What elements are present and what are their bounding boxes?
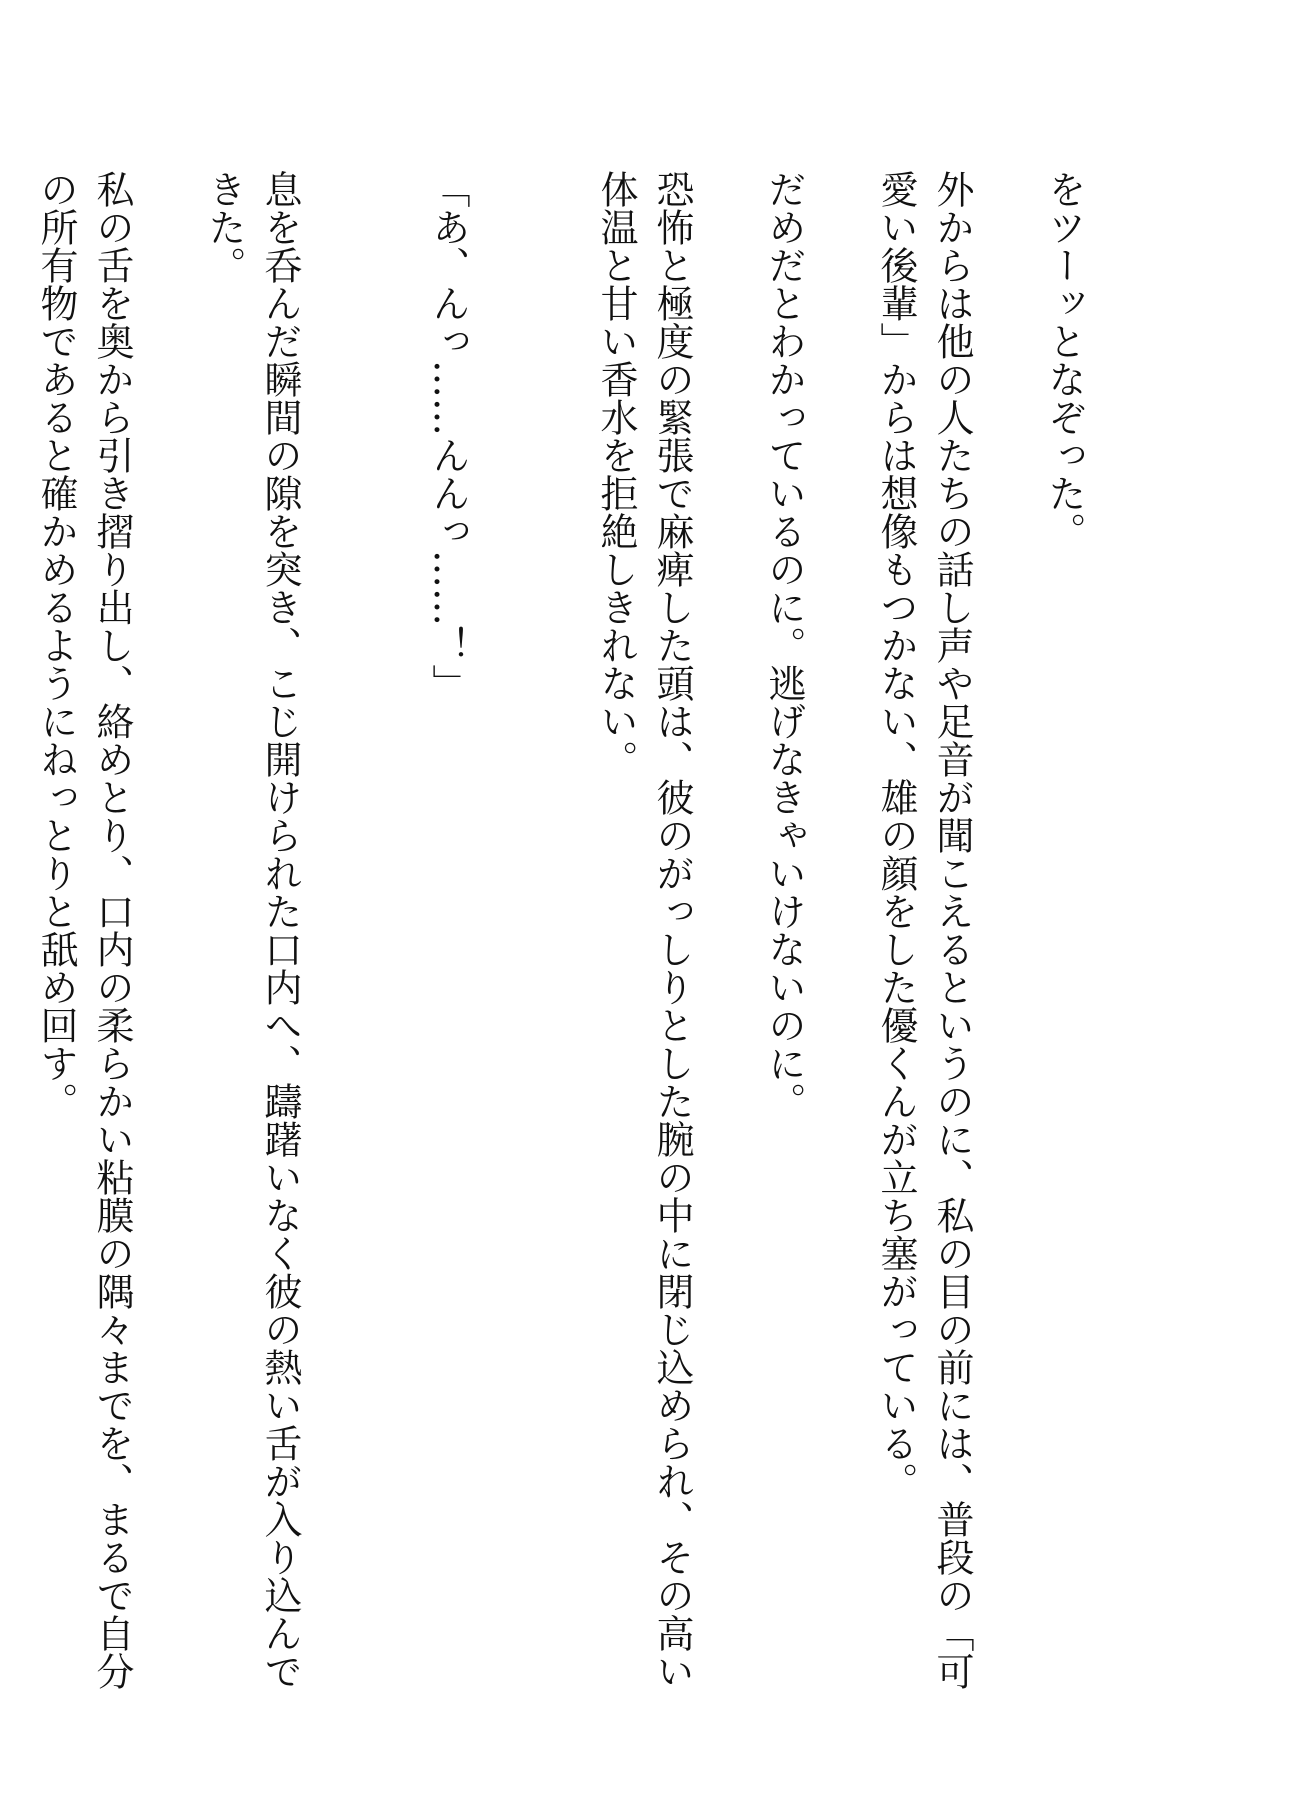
- text-line: だめだとわかっているのに。逃げなきゃいけないのに。: [762, 170, 806, 1120]
- blank-line: [476, 170, 532, 1690]
- blank-line: [140, 170, 196, 1690]
- text-line: をツーッとなぞった。: [1042, 170, 1086, 550]
- dialogue-line: 「あ、んっ……んんっ……！」: [426, 170, 470, 702]
- vertical-text-block: [28, 170, 1092, 1690]
- blank-line: [364, 170, 420, 1690]
- blank-line: [812, 170, 868, 1690]
- blank-line: [980, 170, 1036, 1690]
- blank-line: [532, 170, 588, 1690]
- text-line: 外からは他の人たちの話し声や足音が聞こえるというのに、私の目の前には、普段の「可愛い後輩」からは想像もつかない、雄の顔をした優くんが立ち塞がっている。: [874, 170, 974, 1690]
- text-line: 私の舌を奥から引き摺り出し、絡めとり、口内の柔らかい粘膜の隅々までを、まるで自分の所有物であると確かめるようにねっとりと舐め回す。: [34, 170, 134, 1690]
- blank-line: [700, 170, 756, 1690]
- text-line: 息を呑んだ瞬間の隙を突き、こじ開けられた口内へ、躊躇いなく彼の熱い舌が入り込んできた。: [202, 170, 302, 1690]
- text-line: 恐怖と極度の緊張で麻痺した頭は、彼のがっしりとした腕の中に閉じ込められ、その高い体温と甘い香水を拒絶しきれない。: [594, 170, 694, 1690]
- blank-line: [308, 170, 364, 1690]
